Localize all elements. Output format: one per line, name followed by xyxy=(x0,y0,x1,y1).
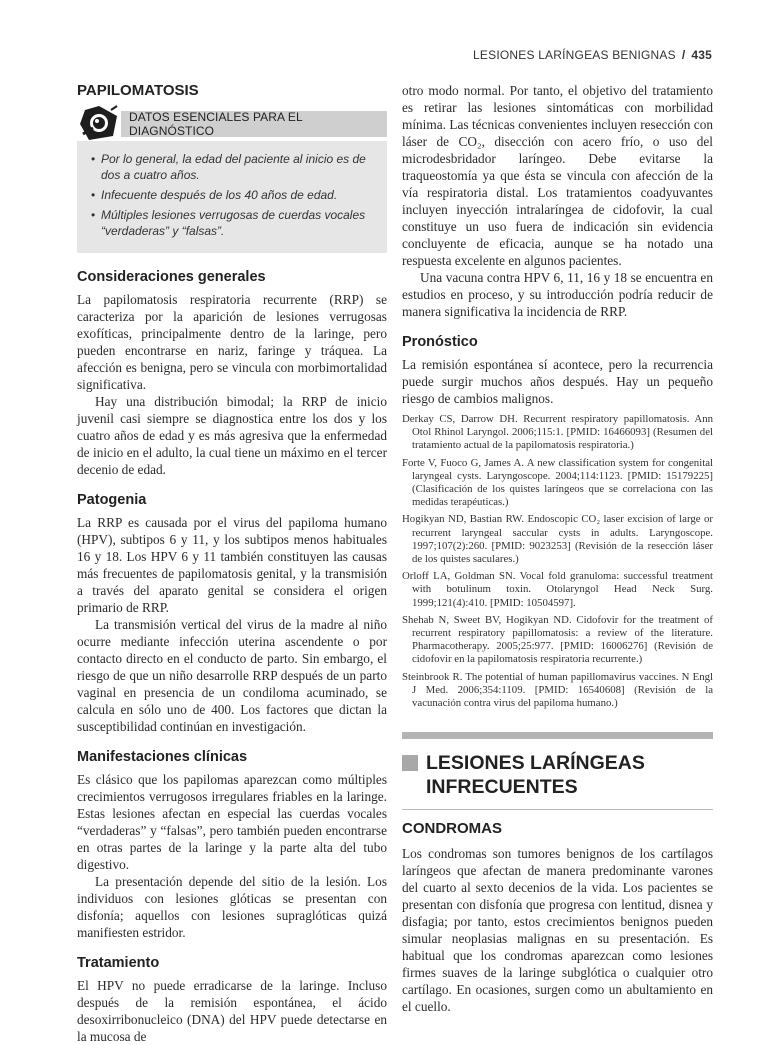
paragraph: Hay una distribución bimodal; la RRP de inicio juvenil casi siempre se diagnostica entre los dos y los cuatro años de edad y es más agresiva que la enfermedad de inicio en el adulto, la cual tiene un máximo en el tercer decenio de edad. xyxy=(77,394,387,477)
essentials-item: • Por lo general, la edad del paciente al inicio es de dos a cuatro años. xyxy=(91,151,381,183)
page-number: 435 xyxy=(691,48,712,62)
chapter-title-text xyxy=(426,751,645,799)
chapter-title xyxy=(402,751,713,799)
heading-pronostico: Pronóstico xyxy=(402,334,478,350)
heading-patogenia: Patogenia xyxy=(77,492,147,508)
heading-manifestaciones: Manifestaciones clínicas xyxy=(77,749,248,765)
running-separator: / xyxy=(681,48,686,62)
chapter-title-line: LESIONES LARÍNGEAS xyxy=(426,752,645,775)
essentials-title: DATOS ESENCIALES PARA EL DIAGNÓSTICO xyxy=(121,111,387,137)
chapter-divider-bar xyxy=(402,732,713,739)
paragraph: Una vacuna contra HPV 6, 11, 16 y 18 se encuentra en estudios en proceso, y su introducción podría reducir de manera significativa la incidencia de RRP. xyxy=(402,270,713,319)
essentials-list xyxy=(77,141,387,239)
reference-item: Hogikyan ND, Bastian RW. Endoscopic CO₂ laser excision of large or recurrent laryngeal saccular cysts in adults. Laryngoscope. 1997;107(2):260. [PMID: 9023253] (Revisión de la resección láser de los quistes saculares.) xyxy=(402,513,713,566)
paragraph: Es clásico que los papilomas aparezcan como múltiples crecimientos verrugosos irregulares friables en la laringe. Estas lesiones afectan en especial las cuerdas vocales “verdaderas” y “falsas”, pero también pueden encontrarse en otras partes de la laringe y la parte alta del tubo digestivo. xyxy=(77,772,387,872)
reference-item: Orloff LA, Goldman SN. Vocal fold granuloma: successful treatment with botulinum toxin. Otolaryngol Head Neck Surg. 1999;121(4):410. [PMID: 10504597]. xyxy=(402,570,713,609)
essentials-box xyxy=(77,107,387,253)
chapter-rule xyxy=(402,809,713,810)
diagnosis-badge-icon xyxy=(77,104,121,142)
chapter-title-line: INFRECUENTES xyxy=(426,776,578,799)
running-title: LESIONES LARÍNGEAS BENIGNAS xyxy=(473,48,676,62)
right-column xyxy=(402,82,713,1015)
section-title-papilomatosis: PAPILOMATOSIS xyxy=(77,82,199,99)
heading-consideraciones: Consideraciones generales xyxy=(77,269,266,285)
heading-condromas: CONDROMAS xyxy=(402,820,502,838)
paragraph: La papilomatosis respiratoria recurrente (RRP) se caracteriza por la aparición de lesiones verrugosas exofíticas, principalmente dentro de la laringe, pero pueden encontrarse en nariz, faringe y tráquea. La afección es benigna, pero se vincula con morbimortalidad significativa. xyxy=(77,292,387,392)
paragraph: La remisión espontánea sí acontece, pero la recurrencia puede surgir muchos años después. Hay un pequeño riesgo de cambios malignos. xyxy=(402,357,713,406)
paragraph: Los condromas son tumores benignos de los cartílagos laríngeos que afectan de manera predominante varones del cuarto al sexto decenios de la vida. Los pacientes se presentan con disfonía que progresa con lentitud, disnea y disfagia; por tanto, estos crecimientos benignos pueden simular neoplasias malignas en su presentación. Es habitual que los condromas aparezcan como lesiones firmes suaves de la laringe subglótica o cualquier otro cartílago. En ocasiones, surgen como un abultamiento en el cuello. xyxy=(402,846,713,1015)
reference-item: Steinbrook R. The potential of human papillomavirus vaccines. N Engl J Med. 2006;354:1109. [PMID: 16540608] (Revisión de la vacunación contra virus del papiloma humano.) xyxy=(402,670,713,710)
essentials-item: • Infecuente después de los 40 años de edad. xyxy=(91,187,381,203)
paragraph: La presentación depende del sitio de la lesión. Los individuos con lesiones glóticas se presentan con disfonía; aquellos con lesiones supraglóticas quizá manifiesten estridor. xyxy=(77,874,387,940)
running-head xyxy=(473,48,712,62)
essentials-item: • Múltiples lesiones verrugosas de cuerdas vocales “verdaderas” y “falsas”. xyxy=(91,207,381,239)
chapter-square-icon xyxy=(402,755,418,771)
reference-item: Forte V, Fuoco G, James A. A new classification system for congenital laryngeal cysts. Laryngoscope. 2004;114:1123. [PMID: 15179225] (Clasificación de los quistes laríngeos que se correlaciona con las medidas terapéuticas.) xyxy=(402,456,713,509)
paragraph: La transmisión vertical del virus de la madre al niño ocurre mediante infección uterina ascendente o por contacto directo en el conducto de parto. Sin embargo, el riesgo de que un niño desarrolle RRP después de un parto vaginal en presencia de un condiloma acuminado, se calcula en sólo uno de 400. Los factores que dictan la susceptibilidad continúan en investigación. xyxy=(77,617,387,734)
reference-item: Derkay CS, Darrow DH. Recurrent respiratory papillomatosis. Ann Otol Rhinol Laryngol. 2006;115:1. [PMID: 16466093] (Resumen del tratamiento actual de la papilomatosis respiratoria.) xyxy=(402,413,713,452)
paragraph: La RRP es causada por el virus del papiloma humano (HPV), subtipos 6 y 11, y los subtipos menos habituales 16 y 18. Los HPV 6 y 11 también constituyen las causas más frecuentes de papilomatosis genital, y la transmisión a través del aparato genital se considera el origen primario de RRP. xyxy=(77,515,387,615)
reference-item: Shehab N, Sweet BV, Hogikyan ND. Cidofovir for the treatment of recurrent respiratory papillomatosis: a review of the literature. Pharmacotherapy. 2005;25:977. [PMID: 16006276] (Revisión de cidofovir en la papilomatosis respiratoria recurrente.) xyxy=(402,613,713,666)
left-column xyxy=(77,82,387,1045)
paragraph: El HPV no puede erradicarse de la laringe. Incluso después de la remisión espontánea, el ácido desoxirribonucleico (DNA) del HPV puede detectarse en la mucosa de xyxy=(77,978,387,1044)
paragraph: otro modo normal. Por tanto, el objetivo del tratamiento es retirar las lesiones sintomáticas con morbilidad mínima. Las técnicas convenientes incluyen resección con láser de CO₂, disección con acero frío, o uso del microdesbridador laríngeo. Debe evitarse la traqueostomía ya que ésta se vincula con afección de la vía respiratoria distal. Los tratamientos coadyuvantes incluyen inyección intralaríngea de cidofovir, la cual constituye un uso fuera de indicación sin evidencia concluyente de eficacia, aunque se ha notado una respuesta excelente en algunos pacientes. xyxy=(402,83,713,268)
essentials-header xyxy=(77,107,387,141)
heading-tratamiento: Tratamiento xyxy=(77,955,160,971)
